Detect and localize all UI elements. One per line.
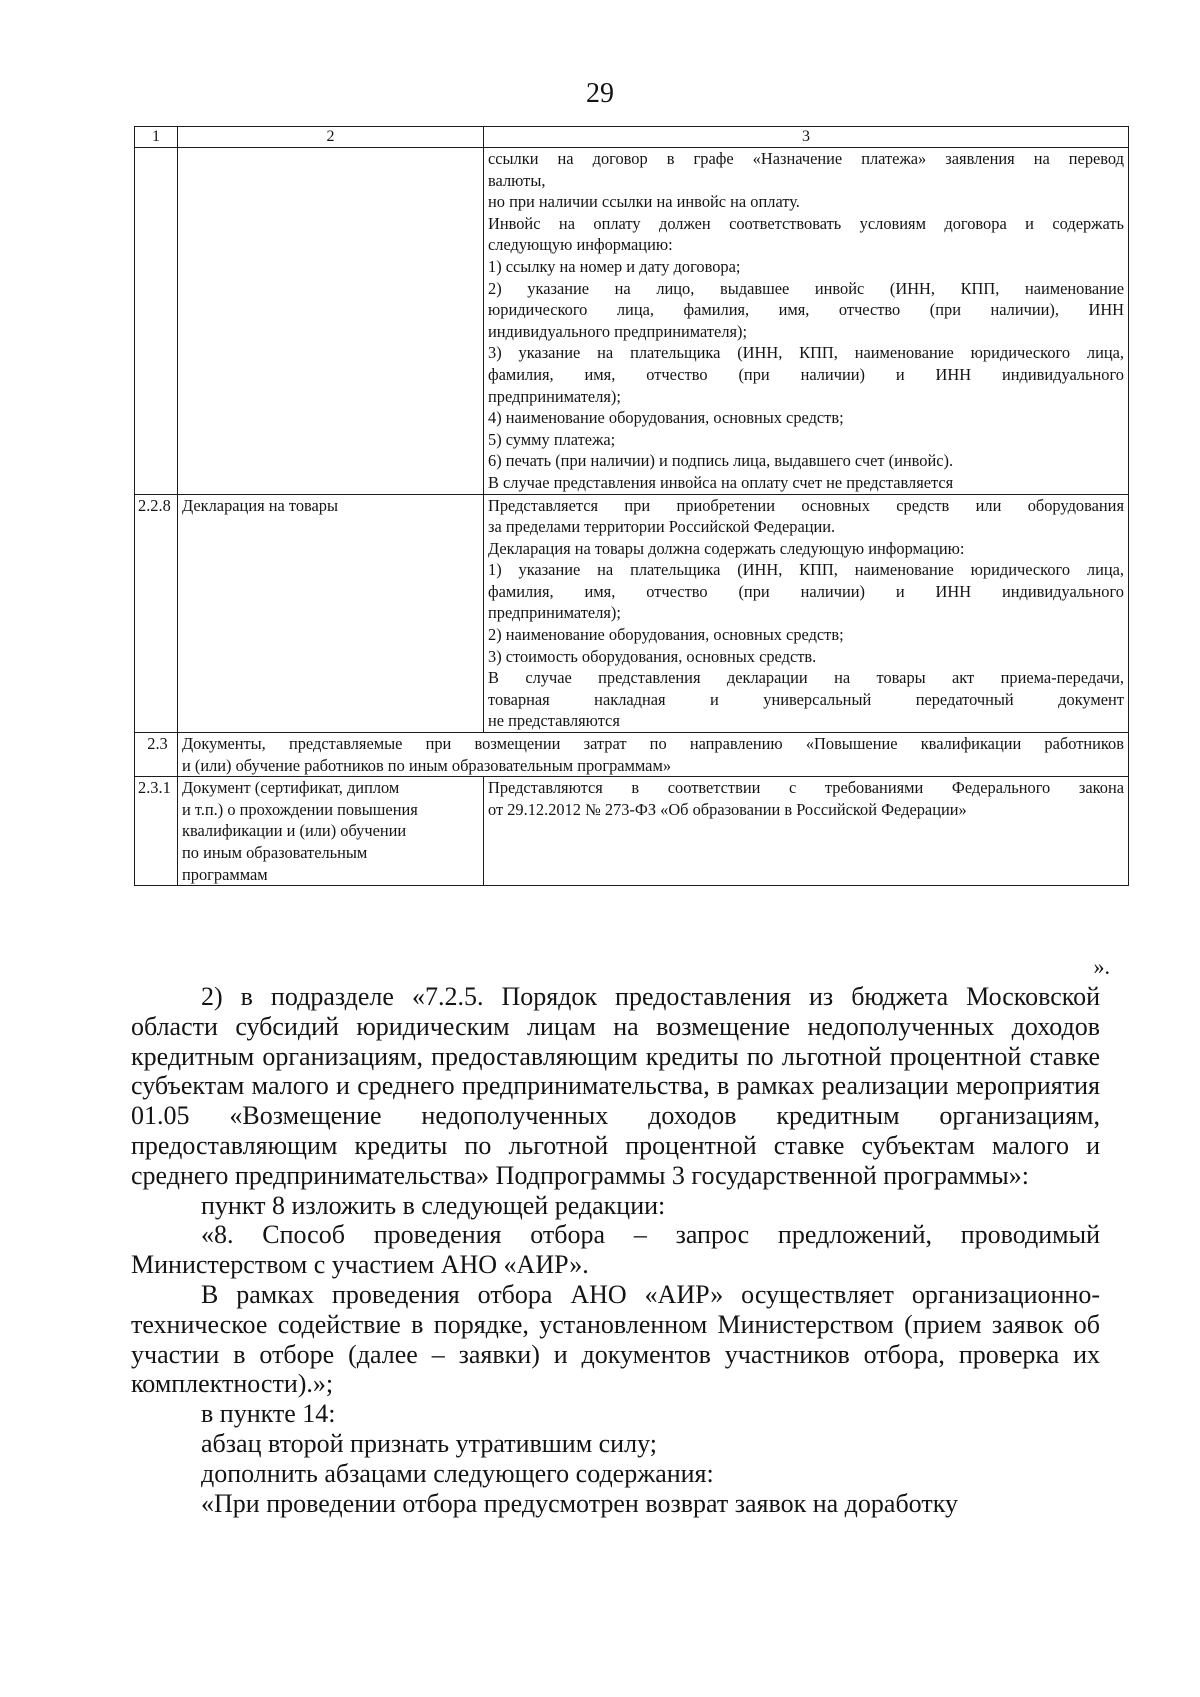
cell-line: 1) указание на плательщика (ИНН, КПП, наименование юридического лица, bbox=[488, 560, 1124, 580]
document-requirements bbox=[484, 494, 1129, 733]
cell-line: 1) ссылку на номер и дату договора; bbox=[488, 256, 741, 276]
row-number: 2.3 bbox=[135, 733, 178, 777]
document-name bbox=[178, 494, 484, 733]
cell-line: программам bbox=[182, 864, 268, 884]
section-title bbox=[178, 733, 1129, 777]
cell-line: индивидуального предпринимателя); bbox=[488, 321, 748, 341]
paragraph: в пункте 14: bbox=[201, 1399, 336, 1429]
paragraph: В рамках проведения отбора АНО «АИР» осуществляет организационно-техническое содействие в порядке, установленном Министерством (прием заявок об участии в отборе (далее – заявки) и документов участников отбора, проверка их комплектности).»; bbox=[131, 1279, 1100, 1399]
cell-line: Представляется при приобретении основных средств или оборудования bbox=[488, 495, 1124, 515]
document-requirements bbox=[484, 777, 1129, 886]
table-row bbox=[135, 777, 1129, 886]
cell-line: квалификации и (или) обучении bbox=[182, 821, 407, 841]
documents-table bbox=[134, 126, 1129, 886]
cell-line: юридического лица, фамилия, имя, отчество (при наличии), ИНН bbox=[488, 300, 1124, 320]
cell-line: 4) наименование оборудования, основных средств; bbox=[488, 408, 844, 428]
paragraph: дополнить абзацами следующего содержания: bbox=[201, 1458, 714, 1488]
section-row bbox=[135, 733, 1129, 777]
page-number: 29 bbox=[586, 78, 614, 109]
cell-line: 2) наименование оборудования, основных средств; bbox=[488, 625, 844, 645]
cell-line: 5) сумму платежа; bbox=[488, 429, 616, 449]
cell-line: ссылки на договор в графе «Назначение платежа» заявления на перевод bbox=[488, 149, 1124, 168]
cell-line: В случае представления декларации на товары акт приема-передачи, bbox=[488, 668, 1124, 688]
cell-line: предпринимателя); bbox=[488, 386, 621, 406]
cell-line: В случае представления инвойса на оплату счет не представляется bbox=[488, 472, 954, 492]
table-header-cell: 3 bbox=[484, 127, 1129, 148]
row-number: 2.2.8 bbox=[135, 494, 178, 733]
closing-quote: ». bbox=[1093, 954, 1110, 979]
row-number bbox=[135, 148, 178, 495]
cell-line: но при наличии ссылки на инвойс на оплату. bbox=[488, 192, 800, 212]
row-number: 2.3.1 bbox=[135, 777, 178, 886]
cell-line: фамилия, имя, отчество (при наличии) и ИНН индивидуального bbox=[488, 364, 1124, 384]
cell-line: Декларация на товары должна содержать следующую информацию: bbox=[488, 538, 965, 558]
cell-line: 3) указание на плательщика (ИНН, КПП, наименование юридического лица, bbox=[488, 343, 1124, 363]
paragraph: 2) в подразделе «7.2.5. Порядок предоставления из бюджета Московской области субсидий юридическим лицам на возмещение недополученных доходов кредитным организациям, предоставляющим кредиты по льготной процентной ставке субъектам малого и среднего предпринимательства, в рамках реализации мероприятия 01.05 «Возмещение недополученных доходов кредитным организациям, предоставляющим кредиты по льготной процентной ставке субъектам малого и среднего предпринимательства» Подпрограммы 3 государственной программы»: bbox=[131, 982, 1100, 1190]
document-name bbox=[178, 148, 484, 495]
table-header-cell: 1 bbox=[135, 127, 178, 148]
paragraph: «При проведении отбора предусмотрен возврат заявок на доработку bbox=[201, 1488, 958, 1518]
document-requirements bbox=[484, 148, 1129, 495]
cell-line: 3) стоимость оборудования, основных средств. bbox=[488, 646, 817, 666]
cell-line: от 29.12.2012 № 273-ФЗ «Об образовании в Российской Федерации» bbox=[488, 799, 967, 819]
table-header-row bbox=[135, 127, 1129, 148]
cell-line: фамилия, имя, отчество (при наличии) и ИНН индивидуального bbox=[488, 581, 1124, 601]
paragraph: абзац второй признать утратившим силу; bbox=[201, 1428, 657, 1458]
cell-line: и т.п.) о прохождении повышения bbox=[182, 799, 418, 819]
cell-line: 6) печать (при наличии) и подпись лица, выдавшего счет (инвойс). bbox=[488, 451, 954, 471]
cell-line: за пределами территории Российской Федерации. bbox=[488, 517, 836, 537]
document-name bbox=[178, 777, 484, 886]
paragraph: «8. Способ проведения отбора – запрос предложений, проводимый Министерством с участием АНО «АИР». bbox=[131, 1220, 1100, 1280]
cell-line: Декларация на товары bbox=[182, 495, 339, 515]
cell-line: Документ (сертификат, диплом bbox=[182, 778, 400, 798]
cell-line: товарная накладная и универсальный передаточный документ bbox=[488, 689, 1124, 709]
body-text bbox=[131, 982, 1100, 1518]
cell-line: не представляются bbox=[488, 711, 620, 731]
cell-line: предпринимателя); bbox=[488, 603, 621, 623]
cell-line: Инвойс на оплату должен соответствовать условиям договора и содержать bbox=[488, 213, 1124, 233]
table-row bbox=[135, 148, 1129, 495]
cell-line: Документы, представляемые при возмещении затрат по направлению «Повышение квалификации работников bbox=[182, 734, 1124, 754]
cell-line: по иным образовательным bbox=[182, 843, 368, 862]
table-header-cell: 2 bbox=[178, 127, 484, 148]
cell-line: и (или) обучение работников по иным образовательным программам» bbox=[182, 755, 672, 775]
table-row bbox=[135, 494, 1129, 733]
cell-line: валюты, bbox=[488, 170, 546, 190]
paragraph: пункт 8 изложить в следующей редакции: bbox=[201, 1190, 666, 1220]
cell-line: следующую информацию: bbox=[488, 235, 673, 255]
cell-line: 2) указание на лицо, выдавшее инвойс (ИНН, КПП, наименование bbox=[488, 278, 1124, 298]
cell-line: Представляются в соответствии с требованиями Федерального закона bbox=[488, 778, 1124, 798]
